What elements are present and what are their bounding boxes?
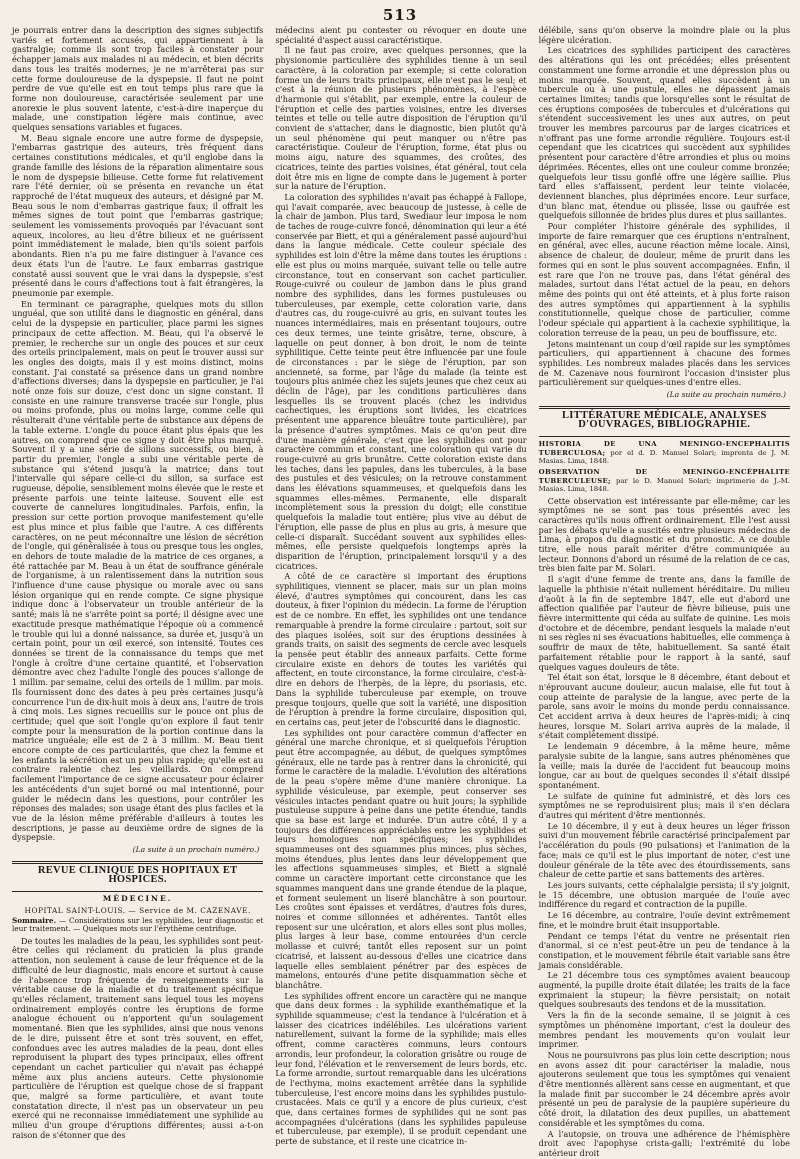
paragraph: Le sulfate de quinine fut administré, et dès lors ces symptômes ne se reproduisirent plus; mais il s'en déclara d'autres qui méritent d'être mentionnés. (538, 790, 790, 821)
paragraph: M. Beau signale encore une autre forme de dyspepsie, l'embarras gastrique des auteurs, très fréquent dans certaines constitutions médicales, et qu'il englobe dans la grande famille des lésions de la réparation alimentaire sous le nom de dyspepsie bilieuse. Cette forme fut relativement rare l'été dernier, où se présenta en revanche un état rapproché de l'état muqueux des auteurs, et désigné par M. Beau sous le nom d'embarras gastrique faux; il offrait les mêmes signes de tout point que l'embarras gastrique; seulement les vomissements provoqués par l'évacuant sont aqueux, incolores, au lieu d'être bilieux et ne guérissent point immédiatement le malade, bien qu'ils soient parfois abondants. Rien n'a pu me faire distinguer à l'avance ces deux états l'un de l'autre. Le faux embarras gastrique constaté aussi souvent que le vrai dans la dyspepsie, s'est présenté dans le cours d'affections tout à fait étrangères, la pneumonie par exemple. (12, 132, 264, 298)
paragraph: Les syphilides ont pour caractère commun d'affecter en général une marche chronique, et si quelquefois l'éruption peut être accompagnée, au début, de quelques symptômes généraux, elle ne tarde pas à rentrer dans la chronicité, qui forme le caractère de la maladie. L'évolution des altérations de la peau s'opère même d'une manière chronique. La syphilide vésiculeuse, par exemple, peut conserver ses vésicules intactes pendant quatre ou huit jours; la syphilide pustuleuse suppure à peine dans une petite étendue, tandis que sa base est large et indurée. D'un autre côté, il y a toujours des différences appréciables entre les syphilides et leurs homologues non spécifiques; les syphilides squammeuses ont des squammes plus minces, plus sèches, moins étendues, plus lentes dans leur développement que les affections squammeuses simples, et Biett a signalé comme un caractère important cette circonstance que les squammes manquent dans une grande étendue de la plaque, et forment seulement un liseré blanchâtre à son pourtour. Les croûtes sont épaisses et verdâtres, d'autres fois dures, noires et comme sillonnées et adhérentes. Tantôt elles reposent sur une ulcération, et alors elles sont plus molles, plus larges à leur base, comme entourées d'un cercle mollasse et cuivré; tantôt elles reposent sur un point cicatrisé, et laissent au-dessous d'elles une cicatrice dans laquelle elles semblaient pénétrer par des espèces de mamelons, entourés d'une petite disquammation sèche et blanchâtre. (275, 727, 527, 990)
summary-text: — Considérations sur les syphilides, leur diagnostic et leur traitement. — Quelques mots sur l'érythème centrifuge. (12, 915, 264, 934)
continued-note: (La suite au prochain numéro.) (666, 390, 786, 400)
paragraph: Tel était son état, lorsque le 8 décembre, étant debout et n'éprouvant aucune douleur, aucun malaise, elle fut tout à coup atteinte de paralysie de la langue, avec perte de la parole, sans avoir le moins du monde perdu connaissance. Cet accident arriva à deux heures de l'après-midi; à cinq heures, lorsque M. Solari arriva auprès de la malade, il s'était complètement dissipé. (538, 672, 790, 741)
summary-label: Sommaire. (12, 915, 57, 925)
paragraph: Les cicatrices des syphilides participent des caractères des altérations qui les ont précédées; elles présentent constamment une forme arrondie et une dépression plus ou moins marquée. Souvent, quand elles succèdent à un tubercule ou à une pustule, elles ne dépassent jamais certaines limites; tandis que lorsqu'elles sont le résultat de ces éruptions composées de tubercules et d'ulcérations qui s'étendent successivement les unes aux autres, on peut trouver les membres parcourus par de larges cicatrices et n'offrant pas une forme arrondie régulière. Toujours est-il cependant que les cicatrices qui succèdent aux syphilides présentent pour caractère d'être arrondies et plus ou moins déprimées. Récentes, elles ont une couleur comme bronzée; quelquefois leur tissu gonflé offre une légère saillie. Plus tard elles s'affaissent, perdent leur teinte violacée, deviennent blanches, plus déprimées encore. Leur surface, d'un blanc mat, étendue ou plissée, lisse ou gaufrée est quelquefois sillonnée de brides plus dures et plus saillantes. (538, 45, 790, 221)
paragraph: Les jours suivants, cette céphalalgie persista; il s'y joignit, le 15 décembre, une obtusion marquée de l'ouïe avec indifférence du regard et contraction de la pupille. (538, 879, 790, 910)
bibliography-details: por el d. D. Manuel Solari; imprenta de J. M. Masias. Lima, 1848. (538, 448, 790, 465)
paragraph: A l'autopsie, on trouva une adhérence de l'hémisphère droit avec l'apophyse crista-galli; l'extrémité du lobe antérieur droit (538, 1128, 790, 1158)
paragraph: En terminant ce paragraphe, quelques mots du sillon unguéal, que son utilité dans le diagnostic en général, dans celui de la dyspepsie en particulier, place parmi les signes principaux de cette affection. M. Beau, qui l'a observé le premier, le recherche sur un ongle des pouces et sur ceux des orteils principalement, mais on peut le trouver aussi sur les ongles des doigts, mais il y est moins distinct, moins constant. J'ai constaté sa présence dans un grand nombre d'affections diverses; dans la dyspepsie en particulier, je l'ai noté onze fois sur douze, c'est donc un signe constant. Il consiste en une rainure transverse tracée sur l'ongle, plus ou moins profonde, plus ou moins large, comme celle qui résulterait d'une véritable perte de substance aux dépens de la table externe. L'ongle du pouce étant plus épais que les autres, on comprend que ce signe y doit être plus marqué. Souvent il y a une série de sillons successifs, ou bien, à partir du premier, l'ongle a subi une véritable perte de substance qui s'étend jusqu'à la matrice; dans tout l'intervalle qui sépare celle-ci du sillon, sa surface est rugueuse, dépolie, sensiblement moins élevée que le reste et présente parfois une teinte laiteuse. Souvent elle est couverte de cannelures longitudinales. Parfois, enfin, la pression sur cette portion provoque manifestement qu'elle est plus mince et plus faible que l'autre. A ces différents caractères, on ne peut méconnaître une lésion de sécrétion de l'ongle, qui généralisée à tous ou presque tous les ongles, en dehors de toute maladie de la matrice de ces organes, a été rattachée par M. Beau à un état de souffrance générale de l'organisme, à un ralentissement dans la nutrition sous l'influence d'une cause physique ou morale avec ou sans lésion organique qui en rende compte. Ce signe physique indique donc à l'observateur un trouble antérieur de la santé; mais là ne s'arrête point sa porté; il désigne avec une exactitude presque mathématique l'époque où a commencé le trouble qui lui a donné naissance, sa durée et, jusqu'à un certain point, pour un œil exercé, son intensité. Toutes ces données se tirent de la connaissance du temps que met l'ongle à croître d'une certaine quantité, et l'observation démontre avec chez l'adulte l'ongle des pouces s'allonge de 1 millim. par semaine, celui des orteils de 1 millim. par mois. Ils fournissent donc des dates à peu près certaines jusqu'à concurrence l'un de dix-huit mois à deux ans, l'autre de trois à cinq mois. Les signes recueillis sur le pouce ont plus de certitude; quel que soit l'ongle qu'on explore il faut tenir compte pour la mensuration de la portion continue dans la matrice unguéale; elle est de 2 à 3 millim. M. Beau tient encore compte de ces particularités, que chez la femme et les enfants la sécrétion est un peu plus rapide; qu'elle est au contraire ralentie chez les vieillards. On comprend facilement l'importance de ce signe accusateur pour éclairer les antécédents d'un sujet borné ou mal intentionné, pour guider le médecin dans les questions, pour contrôler les réponses des malades; son usage étant des plus faciles et la vue de la lésion même préférable d'ailleurs à toutes les descriptions, je passe au deuxième ordre de signes de la dyspepsie. (12, 298, 264, 843)
paragraph: Pour compléter l'histoire générale des syphilides, il importe de faire remarquer que ces éruptions n'entraînent, en général, avec elles, aucune réaction même locale. Ainsi, absence de chaleur, de douleur, même de prurit dans les formes qui en sont le plus souvent accompagnées. Enfin, il est rare que l'on ne trouve pas, dans l'état général des malades, surtout dans l'état actuel de la peau, en dehors même des points qui ont été atteints, et à plus forte raison des autres symptômes qui appartiennent à la syphilis constitutionnelle, quelque chose de particulier, comme l'odeur spéciale qui appartient à la cachexie syphilitique, la coloration terreuse de la peau, un peu de bouffissure, etc. (538, 221, 790, 338)
paragraph: Le 16 décembre, au contraire, l'ouïe devint extrêmement fine, et le moindre bruit était insupportable. (538, 910, 790, 930)
bibliography-details: par le D. Manuel Solari; imprimerie de J.-M. Masias. Lima, 1848. (538, 476, 790, 494)
paragraph: médecins aient pu contester ou révoquer en doute une spécialité d'aspect aussi caractéristique. (275, 25, 527, 45)
paragraph: Les syphilides offrent encore un caractère qui ne manque que dans deux formes : la syphilide exanthématique et la syphilide squammeuse; c'est la tendance à l'ulcération et à laisser des cicatrices indélébiles. Les ulcérations varient naturellement, suivant la forme de la syphilide; mais elles offrent, comme caractères communs, leurs contours arrondis, leur profondeur, la coloration grisâtre ou rouge de leur fond, l'élévation et le renversement de leurs bords, etc. La forme arrondie, surtout remarquable dans les ulcérations de l'ecthyma, moins exactement arrêtée dans la syphilide tuberculeuse, l'est encore moins dans les syphilides pustulo-crustacées. Mais ce qu'il y a encore de plus curieux, c'est que, dans certaines formes de syphilides qui ne sont pas accompagnées d'ulcérations (dans les syphilides papuleuse et tuberculeuse, par exemple), il se produit cependant une perte de substance, et il reste une cicatrice in- (275, 990, 527, 1147)
paragraph: Le lendemain 9 décembre, à la même heure, même paralysie subite de la langue, sans autres phénomènes que la veille; mais la durée de l'accident fut beaucoup moins longue, car au bout de quelques secondes il s'était dissipé spontanément. (538, 741, 790, 790)
paragraph: Pendant ce temps l'état du ventre ne présentait rien d'anormal, si ce n'est peut-être un peu de tendance à la constipation, et le mouvement fébrile était variable sans être jamais considérable. (538, 930, 790, 970)
bibliography-title: OBSERVATION DE MENINGO-ENCÉPHALITE TUBERCULEUSE; (538, 468, 790, 485)
paragraph: Cette observation est intéressante par elle-même; car les symptômes ne se sont pas tous présentés avec les caractères qu'ils nous offrent ordinairement. Elle l'est aussi par les débats qu'elle a suscités entre plusieurs médecins de Lima, à propos du diagnostic et du pronostic. A ce double titre, elle nous paraît mériter d'être communiquée au lecteur. Donnons d'abord un résumé de la relation de ce cas, très bien faite par M. Solari. (538, 495, 790, 574)
section-divider (12, 861, 263, 864)
section-divider (539, 406, 790, 409)
paragraph: Nous ne poursuivrons pas plus loin cette description; nous en avons assez dit pour caractériser la maladie, nous ajouterons seulement que tous les symptômes qui venaient d'être mentionnés allèrent sans cesse en augmentant, et que la malade finit par succomber le 24 décembre après avoir présenté un peu de paralysie de la paupière supérieure du côté droit, la dilatation des deux pupilles, un abattement considérable et les symptômes du coma. (538, 1049, 790, 1128)
paragraph: Le 21 décembre tous ces symptômes avaient beaucoup augmenté, la pupille droite était dilatée; les traits de la face exprimaient la stupeur; la fièvre persistait; on notait quelques soubresauts des tendons et de la mussitation. (538, 970, 790, 1010)
paragraph: délébile, sans qu'on observe la moindre plaie ou la plus légère ulcération. (538, 25, 790, 45)
section-divider (539, 436, 790, 437)
section-title: LITTÉRATURE MÉDICALE, ANALYSES D'OUVRAGES, BIBLIOGRAPHIE. (561, 409, 767, 431)
paragraph: Le 10 décembre, il y eut à deux heures un léger frisson suivi d'un mouvement fébrile caractérisé principalement par l'accélération du pouls (90 pulsations) et l'animation de la face; mais ce qu'il est le plus important de noter, c'est une douleur générale de la tête avec des étourdissements, sans chaleur de cette partie et sans battements des artères. (538, 820, 790, 880)
article-heading: HOPITAL SAINT-LOUIS. — Service de M. CAZENAVE. (24, 905, 251, 915)
bibliography-entry (539, 468, 790, 493)
column-right (538, 25, 790, 1158)
paragraph: A côté de ce caractère si important des éruptions syphilitiques, viennent se placer, mais sur un plan moins élevé, d'autres symptômes qui concourent, dans les cas douteux, à fixer l'opinion du médecin. La forme de l'éruption est de ce nombre. En effet, les syphilides ont une tendance remarquable à prendre la forme circulaire : partout, soit sur des plaques isolées, soit sur des éruptions dessinées à grands traits, on saisit des segments de cercle avec lesquels la pensée peut établir des anneaux parfaits. Cette forme circulaire existe en dehors de toutes les variétés qui affectent, en toute circonstance, la forme circulaire, c'est-à-dire en dehors de l'herpès, de la lèpre, du psoriasis, etc. Dans la syphilide tuberculeuse par exemple, on trouve presque toujours, quelle que soit la variété, une disposition de l'éruption à prendre la forme circulaire, disposition qui, en certains cas, peut jeter de l'obscurité dans le diagnostic. (275, 571, 527, 727)
paragraph: La coloration des syphilides n'avait pas échappé à Fallope, qui l'avait comparée, avec beaucoup de justesse, à celle de la chair de jambon. Plus tard, Swediaur leur imposa le nom de taches de rouge-cuivre foncé, dénomination qui leur a été conservée par Biett, et qui a généralement passé aujourd'hui dans la langue médicale. Cette couleur spéciale des syphilides est loin d'être la même dans toutes les éruptions : elle est plus ou moins marquée, suivant telle ou telle autre circonstance, tout en conservant son cachet particulier. Rouge-cuivré ou couleur de jambon dans le plus grand nombre des syphilides, dans les formes pustuleuses ou tuberculeuses, par exemple, cette coloration varie, dans d'autres cas, du rouge-cuivré au gris, en suivant toutes les nuances intermédiaires, mais en présentant toujours, outre ces deux termes, une teinte grisâtre, terne, obscure, à laquelle on peut donner, à bon droit, le nom de teinte syphilitique. Cette teinte peut être influencée par une foule de circonstances : par le siège de l'éruption, par son ancienneté, sa forme, par l'âge du malade (la teinte est toujours plus animée chez les sujets jeunes que chez ceux au déclin de l'âge), par les conditions particulières dans lesquelles ils se trouvent placés (chez les individus cachectiques, les éruptions sont livides, les cicatrices présentent une apparence bleuâtre toute particulière), par la présence d'autres symptômes. Mais ce qu'on peut dire d'une manière générale, c'est que les syphilides ont pour caractère commun et constant, une coloration qui varie du rouge-cuivré au gris brunâtre. Cette coloration existe dans les taches, dans les papules, dans les tubercules, à la base des pustules et des vésicules; on la retrouve constamment dans les élévations squammeuses, et quelquefois dans les squammes elles-mêmes. Permanente, elle disparaît incomplètement sous la pression du doigt; elle constitue quelquefois la maladie tout entière; plus vive au début de l'éruption, elle passe de plus en plus au gris, à mesure que celle-ci disparaît. Succédant souvent aux syphilides elles-mêmes, elle persiste quelquefois longtemps après la disparition de l'éruption, principalement lorsqu'il y a des cicatrices. (275, 191, 527, 571)
paragraph: je pourrais entrer dans la description des signes subjectifs variés et fortement accusés, qui appartiennent à la gastralgie; comme ils sont trop faciles à constater pour échapper jamais aux malades ni au médecin, et bien décrits dans tous les traités modernes, je ne m'arrêterai pas sur cette forme douloureuse de la dyspepsie. Il faut ne point perdre de vue qu'elle est en tout temps plus rare que la forme non douloureuse, caractérisée seulement par une anorexie le plus souvent latente, c'est-à-dire inaperçue du malade, une constipation légère mais continue, avec quelques sensations variables et fugaces. (12, 25, 264, 133)
continued-note: (La suite à un prochain numéro.) (132, 845, 260, 855)
paragraph: De toutes les maladies de la peau, les syphilides sont peut-être celles qui réclament du praticien la plus grande attention, non seulement à cause de leur fréquence et de la difficulté de leur diagnostic, mais encore et surtout à cause de l'absence trop fréquente de renseignements sur la véritable cause de la maladie et du traitement spécifique qu'elles réclament, traitement sans lequel tous les moyens ordinairement employés contre les éruptions de forme analogue échouent ou n'apportent qu'un soulagement momentané. Bien que les syphilides, ainsi que nous venons de le dire, puissent être et sont très souvent, en effet, confondues avec les autres maladies de la peau, dont elles reproduisent la plupart des types principaux, elles offrent cependant un cachet particulier qui n'avait pas échappé même aux plus anciens auteurs. Cette physionomie particulière de l'éruption est quelque chose de si frappant que, malgré sa forme particulière, et avant toute constatation directe, il n'est pas un observateur un peu exercé qui ne reconnaisse immédiatement une syphilide au milieu d'un groupe d'éruptions différentes; aussi a-t-on raison de s'étonner que des (12, 935, 264, 1140)
paragraph: Il s'agit d'une femme de trente ans, dans la famille de laquelle la phthisie n'était nullement héréditaire. Du milieu d'août à la fin de septembre 1847, elle eut d'abord une affection qualifiée par l'auteur de fièvre bilieuse, puis une fièvre intermittente qui céda au sulfate de quinine. Les mois d'octobre et de décembre, pendant lesquels la malade n'eut ni ses règles ni ses évacuations habituelles, elle commença à souffrir de maux de tête, habituellement. Sa santé était parfaitement rétablie pour le rapport à la santé, sauf quelques vagues douleurs de tête. (538, 574, 790, 672)
bibliography-entry (539, 440, 790, 465)
section-subtitle: MÉDECINE. (102, 894, 173, 904)
paragraph: Jetons maintenant un coup d'œil rapide sur les symptômes particuliers, qui appartiennent à chacune des formes syphilides. Les nombreux malades placés dans les services de M. Cazenave nous fourniront l'occasion d'insister plus particulièrement sur quelques-unes d'entre elles. (538, 338, 790, 388)
column-middle (275, 25, 527, 1147)
page-columns (12, 25, 790, 1158)
section-title: REVUE CLINIQUE DES HOPITAUX ET HOSPICES. (37, 864, 238, 886)
article-summary (12, 917, 263, 934)
paragraph: Vers la fin de la seconde semaine, il se joignit à ces symptômes un phénomène important, c'est la douleur des membres pendant les mouvements qu'on voulait leur imprimer. (538, 1010, 790, 1050)
paragraph: Il ne faut pas croire, avec quelques personnes, que la physionomie particulière des syphilides tienne à un seul caractère, à la coloration par exemple; si cette coloration forme un de leurs traits principaux, elle n'est pas le seul; et c'est à la réunion de plusieurs phénomènes, à l'espèce d'harmonie qui s'établit, par exemple, entre la couleur de l'éruption et celle des parties voisines, entre les diverses teintes et telle ou telle autre disposition de l'éruption qu'il convient de s'attacher, dans le diagnostic, bien plutôt qu'à un seul phénomène qui peut manquer ou n'être pas caractéristique. Couleur de l'éruption, forme, état plus ou moins aigu, nature des squammes, des croûtes, des cicatrices, teinte des parties voisines, état général, tout cela doit être mis en ligne de compte dans le jugement à porter sur la nature de l'éruption. (275, 45, 527, 192)
page-number: 513 (382, 6, 418, 24)
column-left (12, 25, 264, 1140)
section-divider (12, 891, 263, 892)
bibliography-title: HISTORIA DE UNA MENINGO-ENCEPHALITIS TUBERCULOSA; (538, 440, 790, 457)
